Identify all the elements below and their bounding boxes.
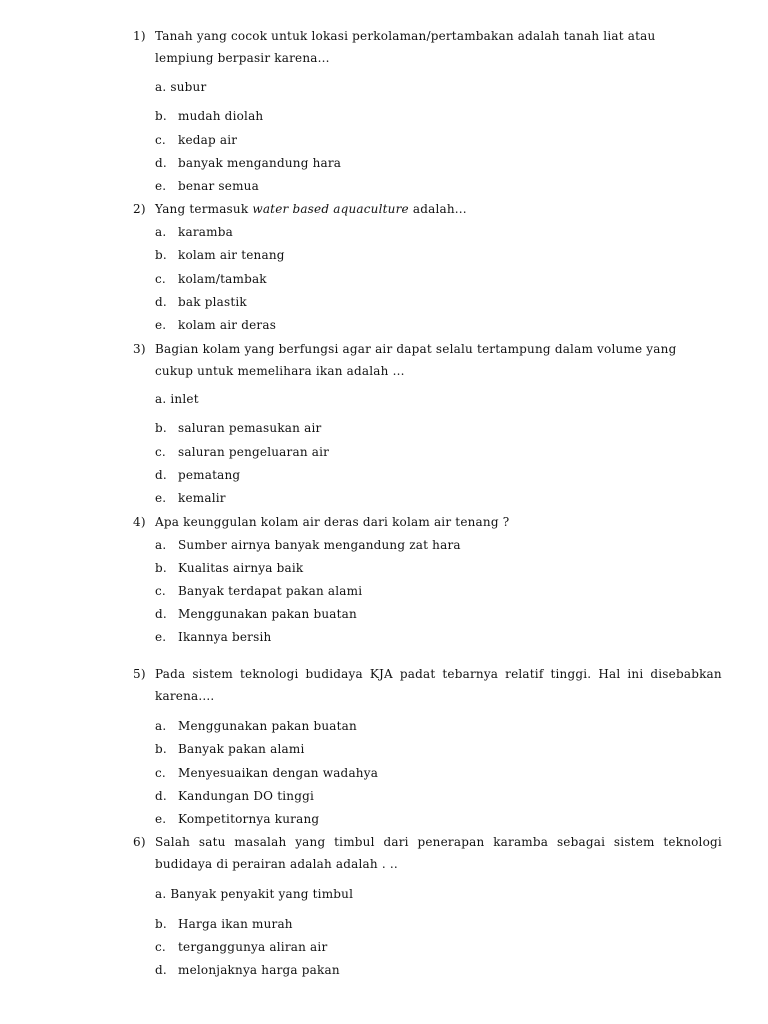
option-text: a. subur: [155, 80, 207, 94]
question-text-post: adalah...: [408, 202, 467, 216]
option-letter: e.: [155, 318, 167, 332]
option-letter: b.: [155, 917, 167, 931]
option-text: kolam/tambak: [178, 272, 267, 286]
option-letter: d.: [155, 468, 167, 482]
word: teknologi: [240, 667, 299, 681]
option-letter: a.: [155, 538, 167, 552]
option-text: a. inlet: [155, 392, 199, 406]
word: relatif: [505, 667, 544, 681]
option-text: melonjaknya harga pakan: [178, 963, 340, 977]
word: sistem: [613, 835, 655, 849]
word: disebabkan: [650, 667, 722, 681]
word: timbul: [334, 835, 375, 849]
option-letter: e.: [155, 491, 167, 505]
word: sistem: [192, 667, 233, 681]
option-text: Banyak terdapat pakan alami: [178, 584, 363, 598]
option-letter: d.: [155, 295, 167, 309]
word: Hal: [598, 667, 621, 681]
option-letter: c.: [155, 584, 166, 598]
option-text: kemalir: [178, 491, 226, 505]
option-text: kedap air: [178, 133, 238, 147]
question-text-pre: Yang termasuk: [155, 202, 253, 216]
option-letter: b.: [155, 561, 167, 575]
option-letter: c.: [155, 766, 166, 780]
question-text: Bagian kolam yang berfungsi agar air dapat selalu tertampung dalam volume yang: [155, 342, 677, 356]
option-text: Menyesuaikan dengan wadahya: [178, 766, 379, 780]
option-text: Kualitas airnya baik: [178, 561, 304, 575]
question-number: 6): [133, 835, 146, 849]
word: ini: [627, 667, 644, 681]
option-letter: b.: [155, 421, 167, 435]
option-letter: d.: [155, 963, 167, 977]
word: padat: [399, 667, 436, 681]
option-text: Banyak pakan alami: [178, 742, 305, 756]
option-text: benar semua: [178, 179, 259, 193]
question-number: 5): [133, 667, 146, 681]
question-text: lempiung berpasir karena...: [155, 51, 330, 65]
option-text: Ikannya bersih: [178, 630, 272, 644]
word: karamba: [493, 835, 549, 849]
option-text: Harga ikan murah: [178, 917, 293, 931]
option-letter: a.: [155, 719, 167, 733]
option-text: terganggunya aliran air: [178, 940, 328, 954]
question-number: 3): [133, 342, 146, 356]
word: yang: [295, 835, 326, 849]
option-text: a. Banyak penyakit yang timbul: [155, 887, 354, 901]
word: teknologi: [663, 835, 722, 849]
option-letter: b.: [155, 248, 167, 262]
question-text: budidaya di perairan adalah adalah . ..: [155, 857, 398, 871]
word: budidaya: [305, 667, 363, 681]
question-number: 1): [133, 29, 146, 43]
question-text: [155, 834, 722, 850]
option-text: banyak mengandung hara: [178, 156, 342, 170]
option-text: Kompetitornya kurang: [178, 812, 320, 826]
option-text: bak plastik: [178, 295, 247, 309]
option-letter: c.: [155, 133, 166, 147]
word: Salah: [155, 835, 191, 849]
option-text: Menggunakan pakan buatan: [178, 607, 357, 621]
option-letter: c.: [155, 272, 166, 286]
question-number: 4): [133, 515, 146, 529]
question-text: cukup untuk memelihara ikan adalah ...: [155, 364, 405, 378]
word: tinggi.: [550, 667, 592, 681]
question-text: karena....: [155, 689, 215, 703]
option-text: kolam air tenang: [178, 248, 285, 262]
option-letter: d.: [155, 789, 167, 803]
option-text: mudah diolah: [178, 109, 264, 123]
question-text: [155, 666, 722, 682]
option-letter: d.: [155, 607, 167, 621]
word: satu: [198, 835, 226, 849]
option-text: Kandungan DO tinggi: [178, 789, 315, 803]
option-text: karamba: [178, 225, 233, 239]
word: sebagai: [556, 835, 606, 849]
option-text: Menggunakan pakan buatan: [178, 719, 357, 733]
option-letter: c.: [155, 940, 166, 954]
option-letter: b.: [155, 742, 167, 756]
option-letter: b.: [155, 109, 167, 123]
option-letter: a.: [155, 225, 167, 239]
word: dari: [383, 835, 409, 849]
option-text: saluran pengeluaran air: [178, 445, 330, 459]
option-letter: c.: [155, 445, 166, 459]
word: KJA: [369, 667, 393, 681]
question-text-italic: water based aquaculture: [252, 202, 409, 216]
question-text: Tanah yang cocok untuk lokasi perkolaman/pertambakan adalah tanah liat atau: [155, 29, 656, 43]
word: tebarnya: [442, 667, 499, 681]
question-number: 2): [133, 202, 146, 216]
option-letter: e.: [155, 179, 167, 193]
option-letter: d.: [155, 156, 167, 170]
option-text: pematang: [178, 468, 241, 482]
option-text: Sumber airnya banyak mengandung zat hara: [178, 538, 461, 552]
option-text: kolam air deras: [178, 318, 277, 332]
question-text: [155, 201, 467, 217]
question-text: Apa keunggulan kolam air deras dari kolam air tenang ?: [155, 515, 510, 529]
option-letter: e.: [155, 812, 167, 826]
word: Pada: [155, 667, 186, 681]
option-letter: e.: [155, 630, 167, 644]
word: masalah: [234, 835, 287, 849]
word: penerapan: [417, 835, 485, 849]
option-text: saluran pemasukan air: [178, 421, 322, 435]
